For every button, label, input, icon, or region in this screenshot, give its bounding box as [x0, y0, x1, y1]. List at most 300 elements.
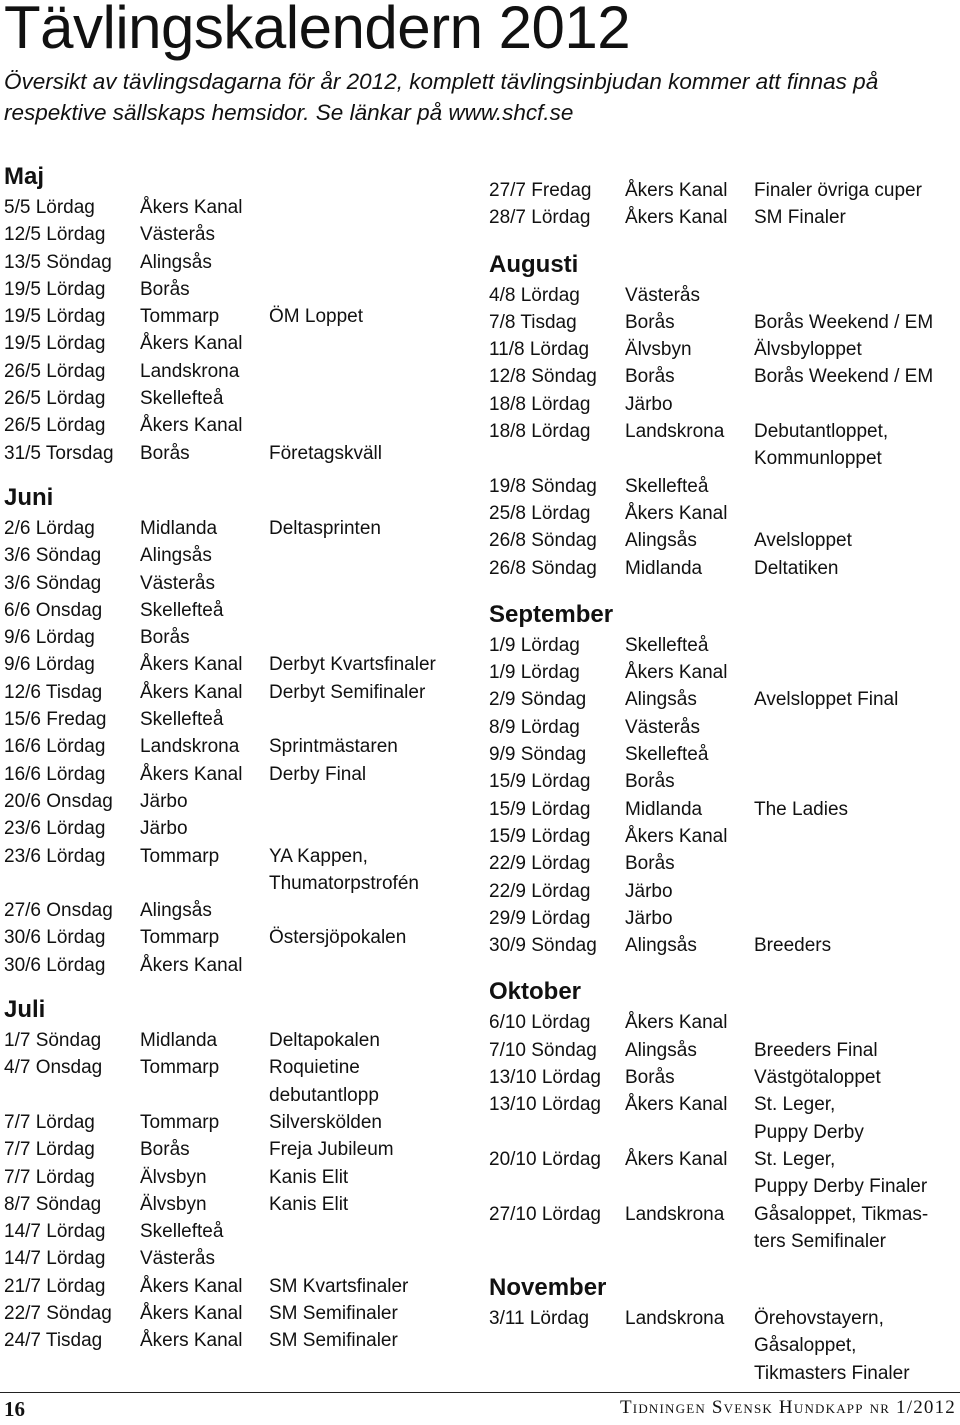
event-row — [489, 363, 960, 390]
event-name: Freja Jubileum — [269, 1139, 394, 1161]
event-place: Landskrona — [625, 1308, 725, 1330]
event-place: Alingsås — [625, 689, 697, 711]
event-name — [269, 706, 474, 733]
event-row — [4, 815, 474, 842]
month-heading: Oktober — [489, 978, 582, 1006]
event-date: 27/7 Fredag — [489, 180, 592, 201]
event-date: 3/6 Söndag — [4, 545, 102, 567]
event-row — [489, 555, 960, 582]
event-row — [4, 924, 474, 951]
event-date: 23/6 Lördag — [4, 818, 106, 840]
page-footer — [0, 1392, 960, 1425]
event-place: Skellefteå — [625, 634, 709, 656]
event-place: Älvsbyn — [140, 1193, 207, 1215]
event-date: 6/10 Lördag — [489, 1012, 591, 1034]
event-name — [754, 823, 960, 850]
month-heading: Juni — [4, 483, 54, 511]
event-name — [269, 358, 474, 385]
event-row — [489, 177, 960, 204]
event-row — [489, 714, 960, 741]
event-row — [489, 391, 960, 418]
event-row — [4, 706, 474, 733]
event-place: Borås — [140, 442, 190, 464]
event-place: Borås — [625, 853, 675, 875]
event-list — [489, 282, 960, 582]
event-name: Debutantloppet, Kommunloppet — [754, 421, 889, 470]
event-name: Kanis Elit — [269, 1166, 349, 1188]
event-place: Midlanda — [625, 798, 703, 820]
event-name: St. Leger, Puppy Derby — [754, 1094, 864, 1143]
event-list — [489, 1305, 960, 1387]
event-place: Järbo — [140, 818, 188, 840]
event-row — [489, 1146, 960, 1201]
event-place: Midlanda — [140, 517, 218, 539]
event-date: 22/9 Lördag — [489, 853, 591, 875]
event-row — [489, 632, 960, 659]
event-date: 12/8 Söndag — [489, 366, 597, 388]
event-date: 8/7 Söndag — [4, 1193, 102, 1215]
event-place: Midlanda — [625, 557, 703, 579]
event-list — [4, 194, 474, 467]
event-name — [754, 905, 960, 932]
event-place: Åkers Kanal — [625, 1148, 728, 1170]
event-date: 26/5 Lördag — [4, 360, 106, 382]
event-name — [754, 850, 960, 877]
event-place: Åkers Kanal — [140, 1275, 243, 1297]
event-row — [489, 1064, 960, 1091]
event-name — [269, 897, 474, 924]
event-name — [269, 597, 474, 624]
event-place: Åkers Kanal — [625, 1012, 728, 1034]
event-date: 30/6 Lördag — [4, 954, 106, 976]
event-name: Kanis Elit — [269, 1193, 349, 1215]
event-name: Företagskväll — [269, 442, 382, 464]
event-row — [4, 1109, 474, 1136]
event-name — [269, 412, 474, 439]
event-name — [754, 1009, 960, 1036]
event-date: 4/7 Onsdag — [4, 1057, 103, 1079]
event-date: 2/9 Söndag — [489, 689, 587, 711]
event-row — [489, 473, 960, 500]
event-name: SM Semifinaler — [269, 1302, 398, 1324]
event-name — [269, 570, 474, 597]
event-name — [269, 952, 474, 979]
calendar-column-left — [4, 162, 474, 1371]
event-name: YA Kappen, Thumatorpstrofén — [269, 845, 419, 894]
event-place: Åkers Kanal — [625, 662, 728, 684]
event-name — [269, 385, 474, 412]
event-name: Derbyt Semifinaler — [269, 681, 426, 703]
event-place: Landskrona — [625, 1203, 725, 1225]
event-row — [4, 1218, 474, 1245]
event-row — [4, 385, 474, 412]
event-place: Skellefteå — [140, 388, 224, 410]
event-place: Tommarp — [140, 845, 220, 867]
event-row — [4, 440, 474, 467]
event-name: The Ladies — [754, 798, 849, 820]
event-name — [754, 632, 960, 659]
event-row — [489, 686, 960, 713]
event-date: 19/5 Lördag — [4, 333, 106, 355]
event-place: Borås — [625, 1067, 675, 1089]
event-name — [754, 741, 960, 768]
event-name: Gåsaloppet, Tikmas- ters Semifinaler — [754, 1203, 929, 1252]
event-date: 14/7 Lördag — [4, 1248, 106, 1270]
event-row — [4, 542, 474, 569]
event-date: 9/6 Lördag — [4, 654, 95, 676]
event-date: 15/6 Fredag — [4, 709, 107, 731]
event-row — [489, 659, 960, 686]
event-place: Tommarp — [140, 1111, 220, 1133]
event-row — [4, 221, 474, 248]
event-name: SM Finaler — [754, 207, 846, 229]
event-date: 1/9 Lördag — [489, 634, 580, 656]
event-place: Åkers Kanal — [625, 207, 728, 229]
event-row — [489, 282, 960, 309]
event-name: Deltasprinten — [269, 517, 381, 539]
event-name: Östersjöpokalen — [269, 927, 407, 949]
event-date: 21/7 Lördag — [4, 1275, 106, 1297]
event-date: 7/10 Söndag — [489, 1039, 597, 1061]
event-name — [269, 1218, 474, 1245]
event-place: Älvsbyn — [625, 339, 692, 361]
event-place: Åkers Kanal — [140, 763, 243, 785]
event-place: Skellefteå — [625, 475, 709, 497]
event-place: Alingsås — [140, 545, 212, 567]
event-date: 20/10 Lördag — [489, 1148, 601, 1170]
event-date: 30/9 Söndag — [489, 935, 597, 957]
event-place: Järbo — [625, 393, 673, 415]
event-date: 9/6 Lördag — [4, 627, 95, 649]
event-date: 1/9 Lördag — [489, 662, 580, 684]
event-date: 28/7 Lördag — [489, 207, 591, 229]
event-name — [754, 878, 960, 905]
event-name — [754, 473, 960, 500]
event-row — [4, 570, 474, 597]
month-section — [4, 162, 474, 467]
event-name — [269, 330, 474, 357]
event-date: 23/6 Lördag — [4, 845, 106, 867]
event-date: 13/10 Lördag — [489, 1067, 601, 1089]
event-name — [754, 768, 960, 795]
month-section — [489, 1271, 960, 1387]
event-date: 26/8 Söndag — [489, 557, 597, 579]
event-row — [489, 418, 960, 473]
event-row — [489, 878, 960, 905]
event-name: SM Kvartsfinaler — [269, 1275, 409, 1297]
event-date: 15/9 Lördag — [489, 825, 591, 847]
event-row — [4, 515, 474, 542]
event-place: Tommarp — [140, 1057, 220, 1079]
event-place: Åkers Kanal — [140, 1330, 243, 1352]
event-row — [4, 733, 474, 760]
event-date: 29/9 Lördag — [489, 907, 591, 929]
event-row — [4, 1300, 474, 1327]
event-place: Borås — [625, 311, 675, 333]
event-date: 31/5 Torsdag — [4, 442, 114, 464]
month-heading: September — [489, 600, 614, 628]
event-date: 15/9 Lördag — [489, 798, 591, 820]
event-date: 3/6 Söndag — [4, 572, 102, 594]
page-subtitle: Översikt av tävlingsdagarna för år 2012, komplett tävlingsinbjudan kommer att finnas på respektive sällskaps hemsidor. Se länkar på www.shcf.se — [4, 69, 879, 125]
event-row — [489, 1009, 960, 1036]
event-name: Avelsloppet Final — [754, 689, 899, 711]
event-name: Silverskölden — [269, 1111, 382, 1133]
event-row — [4, 1245, 474, 1272]
event-row — [4, 1164, 474, 1191]
event-place: Tommarp — [140, 306, 220, 328]
event-date: 18/8 Lördag — [489, 393, 591, 415]
event-list — [489, 1009, 960, 1255]
publication-name: Tidningen Svensk Hundkapp nr 1/2012 — [619, 1397, 956, 1418]
month-section — [4, 483, 474, 979]
event-place: Skellefteå — [140, 709, 224, 731]
event-place: Borås — [140, 627, 190, 649]
event-date: 16/6 Lördag — [4, 763, 106, 785]
event-place: Järbo — [140, 790, 188, 812]
month-heading: Maj — [4, 163, 45, 190]
event-place: Alingsås — [140, 251, 212, 273]
event-date: 15/9 Lördag — [489, 771, 591, 793]
month-section — [489, 975, 960, 1255]
event-date: 27/6 Onsdag — [4, 900, 113, 922]
event-place: Åkers Kanal — [140, 197, 243, 218]
event-row — [489, 905, 960, 932]
event-name: Älvsbyloppet — [754, 339, 862, 361]
event-date: 12/6 Tisdag — [4, 681, 103, 703]
event-name: SM Semifinaler — [269, 1330, 398, 1352]
event-date: 22/9 Lördag — [489, 880, 591, 902]
event-name — [269, 788, 474, 815]
event-row — [4, 843, 474, 898]
event-date: 20/6 Onsdag — [4, 790, 113, 812]
event-row — [4, 761, 474, 788]
event-name: Derbyt Kvartsfinaler — [269, 654, 436, 676]
event-date: 26/5 Lördag — [4, 415, 106, 437]
event-place: Skellefteå — [625, 744, 709, 766]
month-heading: November — [489, 1274, 607, 1302]
event-name — [269, 249, 474, 276]
event-row — [489, 768, 960, 795]
event-row — [4, 952, 474, 979]
event-name — [754, 282, 960, 309]
event-row — [489, 1091, 960, 1146]
event-place: Åkers Kanal — [140, 333, 243, 355]
event-place: Västerås — [140, 224, 215, 246]
event-name: Borås Weekend / EM — [754, 311, 934, 333]
event-place: Åkers Kanal — [140, 1302, 243, 1324]
event-name — [754, 391, 960, 418]
event-name — [754, 500, 960, 527]
event-date: 7/7 Lördag — [4, 1139, 95, 1161]
event-place: Åkers Kanal — [140, 681, 243, 703]
event-name — [269, 221, 474, 248]
event-name: Breeders — [754, 935, 832, 957]
event-place: Borås — [625, 771, 675, 793]
event-row — [4, 1027, 474, 1054]
event-place: Åkers Kanal — [140, 654, 243, 676]
event-date: 13/10 Lördag — [489, 1094, 601, 1116]
event-place: Borås — [625, 366, 675, 388]
event-place: Åkers Kanal — [140, 954, 243, 976]
event-row — [4, 412, 474, 439]
event-name — [269, 815, 474, 842]
event-place: Borås — [140, 1139, 190, 1161]
event-name: St. Leger, Puppy Derby Finaler — [754, 1148, 928, 1198]
month-heading: Juli — [4, 996, 46, 1024]
event-row — [4, 788, 474, 815]
event-place: Järbo — [625, 880, 673, 902]
event-date: 13/5 Söndag — [4, 251, 112, 273]
event-date: 7/7 Lördag — [4, 1111, 95, 1133]
event-place: Alingsås — [625, 1039, 697, 1061]
event-name: Deltatiken — [754, 557, 839, 579]
event-row — [489, 796, 960, 823]
event-date: 25/8 Lördag — [489, 502, 591, 524]
event-place: Skellefteå — [140, 599, 224, 621]
event-name: Finaler övriga cuper — [754, 180, 922, 201]
event-date: 19/8 Söndag — [489, 475, 597, 497]
event-place: Tommarp — [140, 927, 220, 949]
event-name — [754, 714, 960, 741]
event-row — [4, 1273, 474, 1300]
event-place: Alingsås — [625, 935, 697, 957]
event-name: Västgötaloppet — [754, 1067, 881, 1089]
event-date: 16/6 Lördag — [4, 736, 106, 758]
event-row — [4, 897, 474, 924]
event-date: 26/5 Lördag — [4, 388, 106, 410]
event-row — [489, 823, 960, 850]
event-place: Åkers Kanal — [140, 415, 243, 437]
event-row — [489, 204, 960, 231]
event-row — [489, 1037, 960, 1064]
event-row — [489, 500, 960, 527]
event-place: Järbo — [625, 907, 673, 929]
event-name — [269, 624, 474, 651]
event-name — [269, 194, 474, 221]
event-row — [489, 741, 960, 768]
event-date: 3/11 Lördag — [489, 1308, 590, 1330]
event-date: 1/7 Söndag — [4, 1030, 102, 1052]
event-date: 27/10 Lördag — [489, 1203, 601, 1225]
event-row — [4, 624, 474, 651]
event-date: 5/5 Lördag — [4, 197, 95, 218]
event-place: Västerås — [625, 284, 700, 306]
event-name: Sprintmästaren — [269, 736, 398, 758]
event-date: 6/6 Onsdag — [4, 599, 103, 621]
event-place: Västerås — [140, 572, 215, 594]
event-row — [489, 309, 960, 336]
event-row — [4, 1136, 474, 1163]
event-date: 30/6 Lördag — [4, 927, 106, 949]
event-date: 26/8 Söndag — [489, 530, 597, 552]
event-name: Örehovstayern, Gåsaloppet, Tikmasters Finaler — [754, 1308, 910, 1384]
month-section — [4, 995, 474, 1355]
event-row — [489, 336, 960, 363]
event-place: Åkers Kanal — [625, 825, 728, 847]
event-row — [4, 679, 474, 706]
event-place: Midlanda — [140, 1030, 218, 1052]
event-date: 19/5 Lördag — [4, 278, 106, 300]
event-name: Roquietine debutantlopp — [269, 1057, 379, 1106]
event-row — [489, 1201, 960, 1256]
event-place: Landskrona — [625, 421, 725, 443]
event-row — [4, 651, 474, 678]
event-name — [269, 1245, 474, 1272]
event-list — [489, 632, 960, 960]
event-row — [489, 527, 960, 554]
event-name: Breeders Final — [754, 1039, 878, 1061]
event-row — [4, 1054, 474, 1109]
event-row — [4, 330, 474, 357]
month-heading: Augusti — [489, 250, 579, 278]
event-row — [4, 597, 474, 624]
event-name: ÖM Loppet — [269, 306, 363, 328]
event-row — [4, 303, 474, 330]
event-date: 19/5 Lördag — [4, 306, 106, 328]
event-row — [489, 932, 960, 959]
event-place: Skellefteå — [140, 1221, 224, 1243]
event-date: 7/7 Lördag — [4, 1166, 95, 1188]
event-name: Derby Final — [269, 763, 367, 785]
event-row — [489, 850, 960, 877]
calendar-column-right — [489, 177, 960, 1403]
event-date: 4/8 Lördag — [489, 284, 580, 306]
event-row — [4, 1327, 474, 1354]
event-row — [4, 276, 474, 303]
event-date: 11/8 Lördag — [489, 339, 590, 361]
event-name: Avelsloppet — [754, 530, 852, 552]
page-number: 16 — [4, 1397, 25, 1421]
month-section — [489, 177, 960, 232]
event-row — [4, 358, 474, 385]
event-place: Västerås — [625, 716, 700, 738]
event-date: 8/9 Lördag — [489, 716, 580, 738]
page-title: Tävlingskalendern 2012 — [4, 0, 631, 61]
event-name — [269, 542, 474, 569]
event-row — [4, 249, 474, 276]
event-list — [4, 515, 474, 979]
event-place: Alingsås — [625, 530, 697, 552]
month-section — [489, 248, 960, 582]
event-place: Åkers Kanal — [625, 180, 728, 201]
event-date: 14/7 Lördag — [4, 1221, 106, 1243]
event-date: 18/8 Lördag — [489, 421, 591, 443]
event-place: Älvsbyn — [140, 1166, 207, 1188]
event-date: 12/5 Lördag — [4, 224, 106, 246]
event-list — [489, 177, 960, 232]
event-list — [4, 1027, 474, 1355]
event-date: 2/6 Lördag — [4, 517, 95, 539]
event-name — [754, 659, 960, 686]
event-name — [269, 276, 474, 303]
event-place: Landskrona — [140, 736, 240, 758]
event-row — [489, 1305, 960, 1387]
event-name: Borås Weekend / EM — [754, 366, 934, 388]
event-place: Åkers Kanal — [625, 1094, 728, 1116]
event-date: 24/7 Tisdag — [4, 1330, 103, 1352]
event-date: 7/8 Tisdag — [489, 311, 577, 333]
event-date: 9/9 Söndag — [489, 744, 587, 766]
event-row — [4, 194, 474, 221]
event-place: Landskrona — [140, 360, 240, 382]
event-place: Alingsås — [140, 900, 212, 922]
event-place: Västerås — [140, 1248, 215, 1270]
event-place: Borås — [140, 278, 190, 300]
event-date: 22/7 Söndag — [4, 1302, 112, 1324]
event-name: Deltapokalen — [269, 1030, 380, 1052]
event-place: Åkers Kanal — [625, 502, 728, 524]
